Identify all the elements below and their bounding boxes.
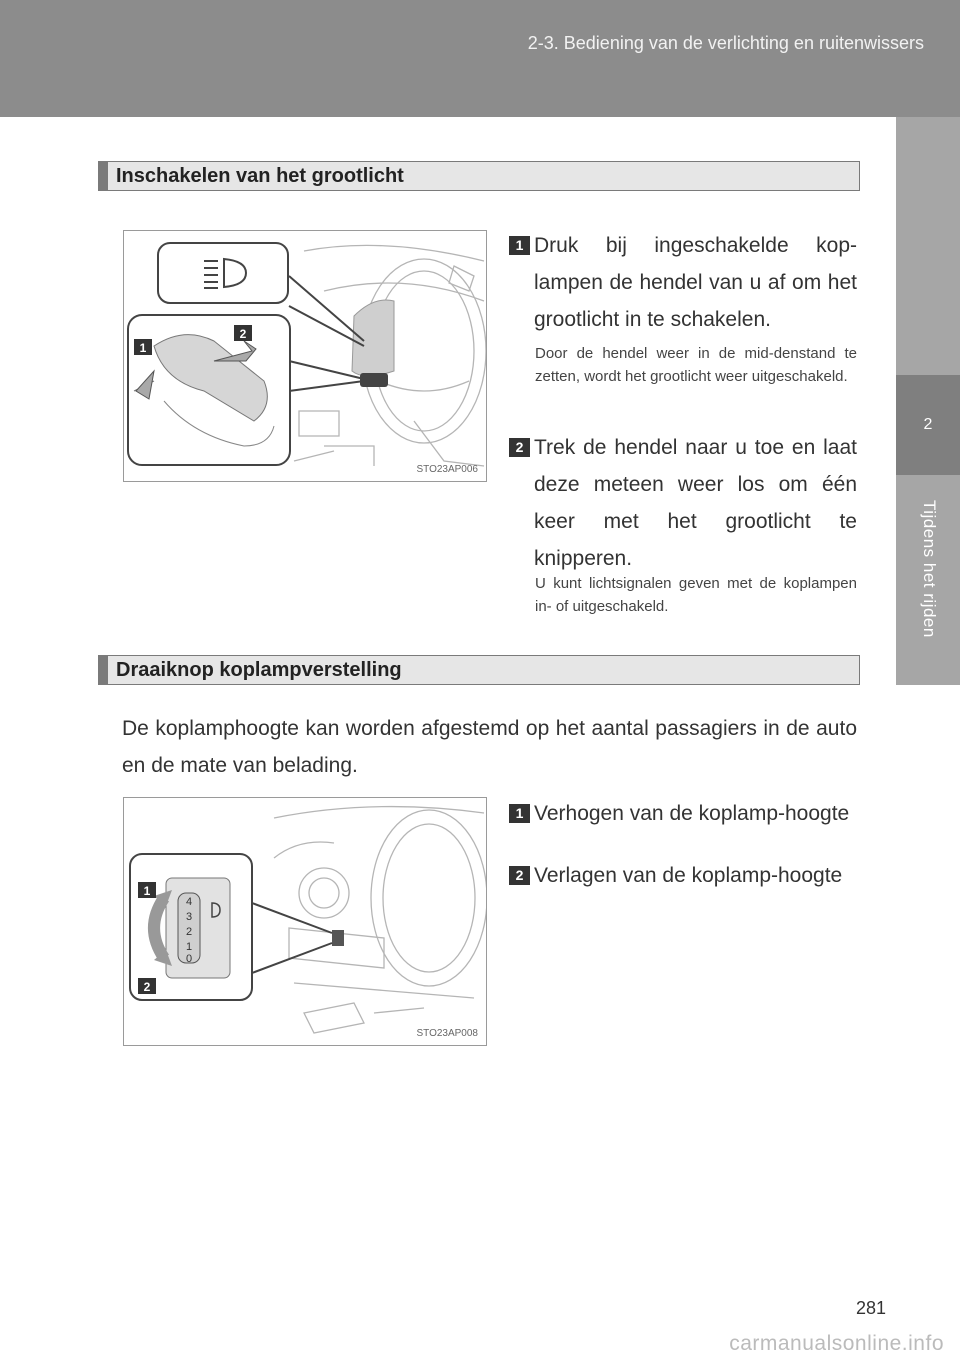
page-header: [0, 0, 960, 117]
step-badge: 2: [509, 438, 530, 457]
step-1-high-beam: [509, 227, 857, 338]
step-text: Trek de hendel naar u toe en laat deze meteen weer los om één keer met het grootlicht te knipperen.: [534, 436, 857, 570]
side-tab-label: Tijdens het rijden: [920, 500, 939, 638]
step-2-note: U kunt lichtsignalen geven met de koplampen in- of uitgeschakeld.: [535, 575, 857, 615]
svg-text:4: 4: [185, 896, 193, 908]
section-title: Inschakelen van het grootlicht: [116, 165, 404, 187]
headlight-leveling-illustration: [124, 798, 487, 1046]
svg-text:1: 1: [185, 941, 193, 953]
step-2-lower-headlights: [509, 857, 857, 894]
watermark[interactable]: carmanualsonline.info: [729, 1332, 944, 1355]
figure-headlight-leveling: [123, 797, 487, 1046]
section-heading-headlight-leveling: [98, 655, 860, 685]
step-1-note: Door de hendel weer in de mid-denstand te zetten, wordt het grootlicht weer uitgeschakeld.: [535, 345, 857, 385]
svg-text:3: 3: [185, 911, 193, 923]
section-title: Draaiknop koplampverstelling: [116, 659, 402, 681]
header-title: 2-3. Bediening van de verlichting en ruitenwissers: [527, 33, 924, 53]
step-badge: 1: [509, 236, 530, 255]
page-number: 281: [855, 1298, 886, 1318]
side-tab-number[interactable]: 2: [896, 375, 960, 475]
step-badge: 1: [509, 804, 530, 823]
svg-text:0: 0: [185, 953, 193, 965]
section-heading-high-beam: [98, 161, 860, 191]
step-text: Verlagen van de koplamp-hoogte: [534, 864, 843, 887]
figure-code: STO23AP008: [416, 1028, 478, 1039]
section-intro: De koplamphoogte kan worden afgestemd op het aantal passagiers in de auto en de mate van belading.: [122, 717, 857, 777]
step-badge: 2: [509, 866, 530, 885]
step-1-raise-headlights: [509, 795, 857, 832]
step-text: Verhogen van de koplamp-hoogte: [534, 802, 850, 825]
figure-code: STO23AP006: [416, 464, 478, 475]
high-beam-illustration: [124, 231, 487, 482]
svg-text:2: 2: [185, 926, 193, 938]
svg-text:2: 2: [143, 980, 151, 994]
step-text: Druk bij ingeschakelde kop-lampen de hendel van u af om het grootlicht in te schakelen.: [534, 234, 857, 331]
figure-high-beam: [123, 230, 487, 482]
step-2-high-beam: [509, 429, 857, 577]
side-tab-top: [896, 117, 960, 375]
svg-text:1: 1: [139, 341, 147, 355]
svg-text:1: 1: [143, 884, 151, 898]
svg-text:2: 2: [239, 327, 247, 341]
